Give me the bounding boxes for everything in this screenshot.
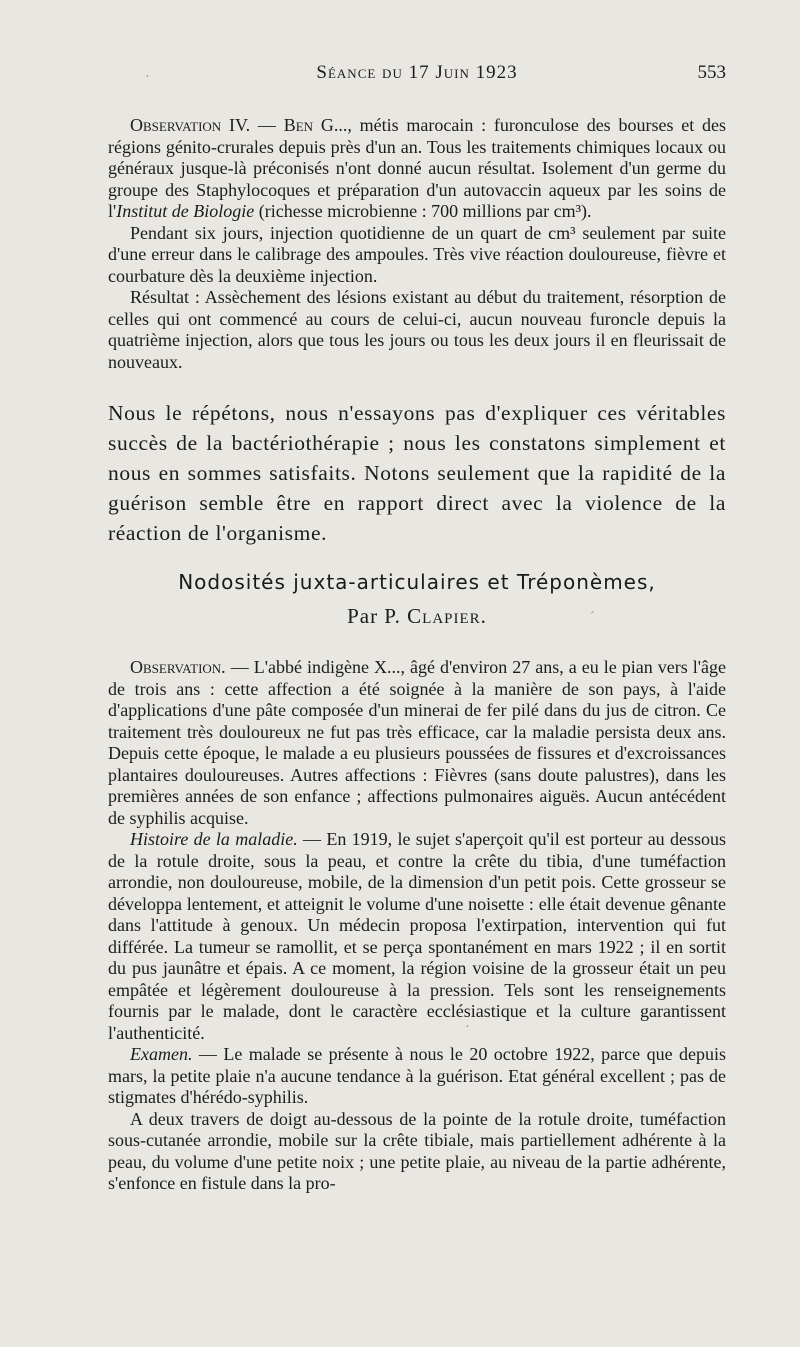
observation-label: Observation. <box>130 657 226 677</box>
exam-paragraph <box>108 1044 726 1109</box>
history-paragraph <box>108 829 726 1044</box>
article-byline <box>108 604 726 629</box>
treatment-paragraph: Pendant six jours, injection quotidienne de un quart de cm³ seulement par suite d'une erreur dans le calibrage des ampoules. Très vive réaction douloureuse, fièvre et courbature dès la deuxième injection. <box>108 222 726 286</box>
conclusion-section <box>108 398 726 548</box>
result-paragraph: Résultat : Assèchement des lésions existant au début du traitement, résorption de celles qui ont commencé au cours de celui-ci, aucun nouveau furoncle depuis la quatrième injection, alors que tous les jours ou tous les deux jours il en fleurissait de nouveaux. <box>108 287 726 372</box>
author-name: Clapier. <box>407 604 487 628</box>
exam-detail-paragraph: A deux travers de doigt au-dessous de la pointe de la rotule droite, tuméfaction sous-cutanée arrondie, mobile sur la crête tibiale, mais partiellement adhérente à la peau, du volume d'une petite noix ; une petite plaie, au niveau de la partie adhérente, s'enfonce en fistule dans la pro- <box>108 1108 726 1193</box>
observation-section <box>108 657 726 1195</box>
patient-name: Ben G... <box>283 115 348 135</box>
article-title: Nodosités juxta-articulaires et Tréponèmes, <box>178 570 656 594</box>
dash: — <box>250 115 284 135</box>
observation-paragraph <box>108 657 726 829</box>
observation-iv-text-2: (richesse microbienne : 700 millions par cm³). <box>254 201 592 221</box>
observation-iv-section <box>108 115 726 373</box>
running-title: Séance du 17 Juin 1923 <box>316 62 518 83</box>
print-speck: · <box>465 1020 470 1035</box>
page-number: 553 <box>697 62 726 83</box>
page-header <box>108 62 726 90</box>
exam-label: Examen. <box>130 1044 193 1064</box>
observation-text: — L'abbé indigène X..., âgé d'environ 27 ans, a eu le pian vers l'âge de trois ans : cette affection a été soignée à la manière de son pays, à l'aide d'applications d'une pâte composée d'un minerai de fer pilé dans du jus de citron. Ce traitement très douloureux ne fut pas très efficace, car la maladie persista deux ans. Depuis cette époque, le malade a eu plusieurs poussées de fissures et d'excroissances plantaires douloureuses. Autres affections : Fièvres (sans doute palustres), dans les premières années de son enfance ; affections pulmonaires aiguës. Aucun antécédent de syphilis acquise. <box>108 657 726 828</box>
conclusion-paragraph: Nous le répétons, nous n'essayons pas d'expliquer ces véritables succès de la bactériothérapie ; nous les constatons simplement et nous en sommes satisfaits. Notons seulement que la rapidité de la guérison semble être en rapport direct avec la violence de la réaction de l'organisme. <box>108 401 726 545</box>
exam-text: — Le malade se présente à nous le 20 octobre 1922, parce que depuis mars, la petite plaie n'a aucune tendance à la guérison. Etat général excellent ; pas de stigmates d'hérédo-syphilis. <box>108 1044 726 1107</box>
observation-iv-paragraph <box>108 115 726 223</box>
observation-iv-text: , métis marocain : furonculose des bourses et des régions génito-crurales depuis près d'un an. Tous les traitements chimiques locaux ou généraux jusque-là préconisés n'ont donné aucun résultat. Isolement d'un germe du groupe des Staphylocoques et préparation d'un autovaccin aqueux par les soins de l' <box>108 115 727 221</box>
history-text: — En 1919, le sujet s'aperçoit qu'il est porteur au dessous de la rotule droite, sous la peau, et contre la crête du tibia, d'une tuméfaction arrondie, non douloureuse, mobile, de la dimension d'un petit pois. Cette grosseur se développa lentement, et atteignit le volume d'une noisette : elle était devenue gênante dans l'attitude à genoux. Un médecin proposa l'extirpation, intervention qui fut différée. La tumeur se ramollit, et se perça spontanément en mars 1922 ; il en sortit du pus jaunâtre et épais. A ce moment, la région voisine de la grosseur était un peu empâtée et légèrement douloureuse à la pression. Tels sont les renseignements fournis par le malade, dont le caractère ecclésiastique et la culture garantissent l'authenticité. <box>108 829 726 1043</box>
observation-iv-label: Observation IV. <box>130 115 251 135</box>
byline-prefix: Par P. <box>347 604 408 628</box>
print-speck: ´ <box>590 610 595 625</box>
history-label: Histoire de la maladie. <box>130 829 298 849</box>
institute-name: Institut de Biologie <box>116 201 255 221</box>
print-speck: · <box>145 70 150 85</box>
